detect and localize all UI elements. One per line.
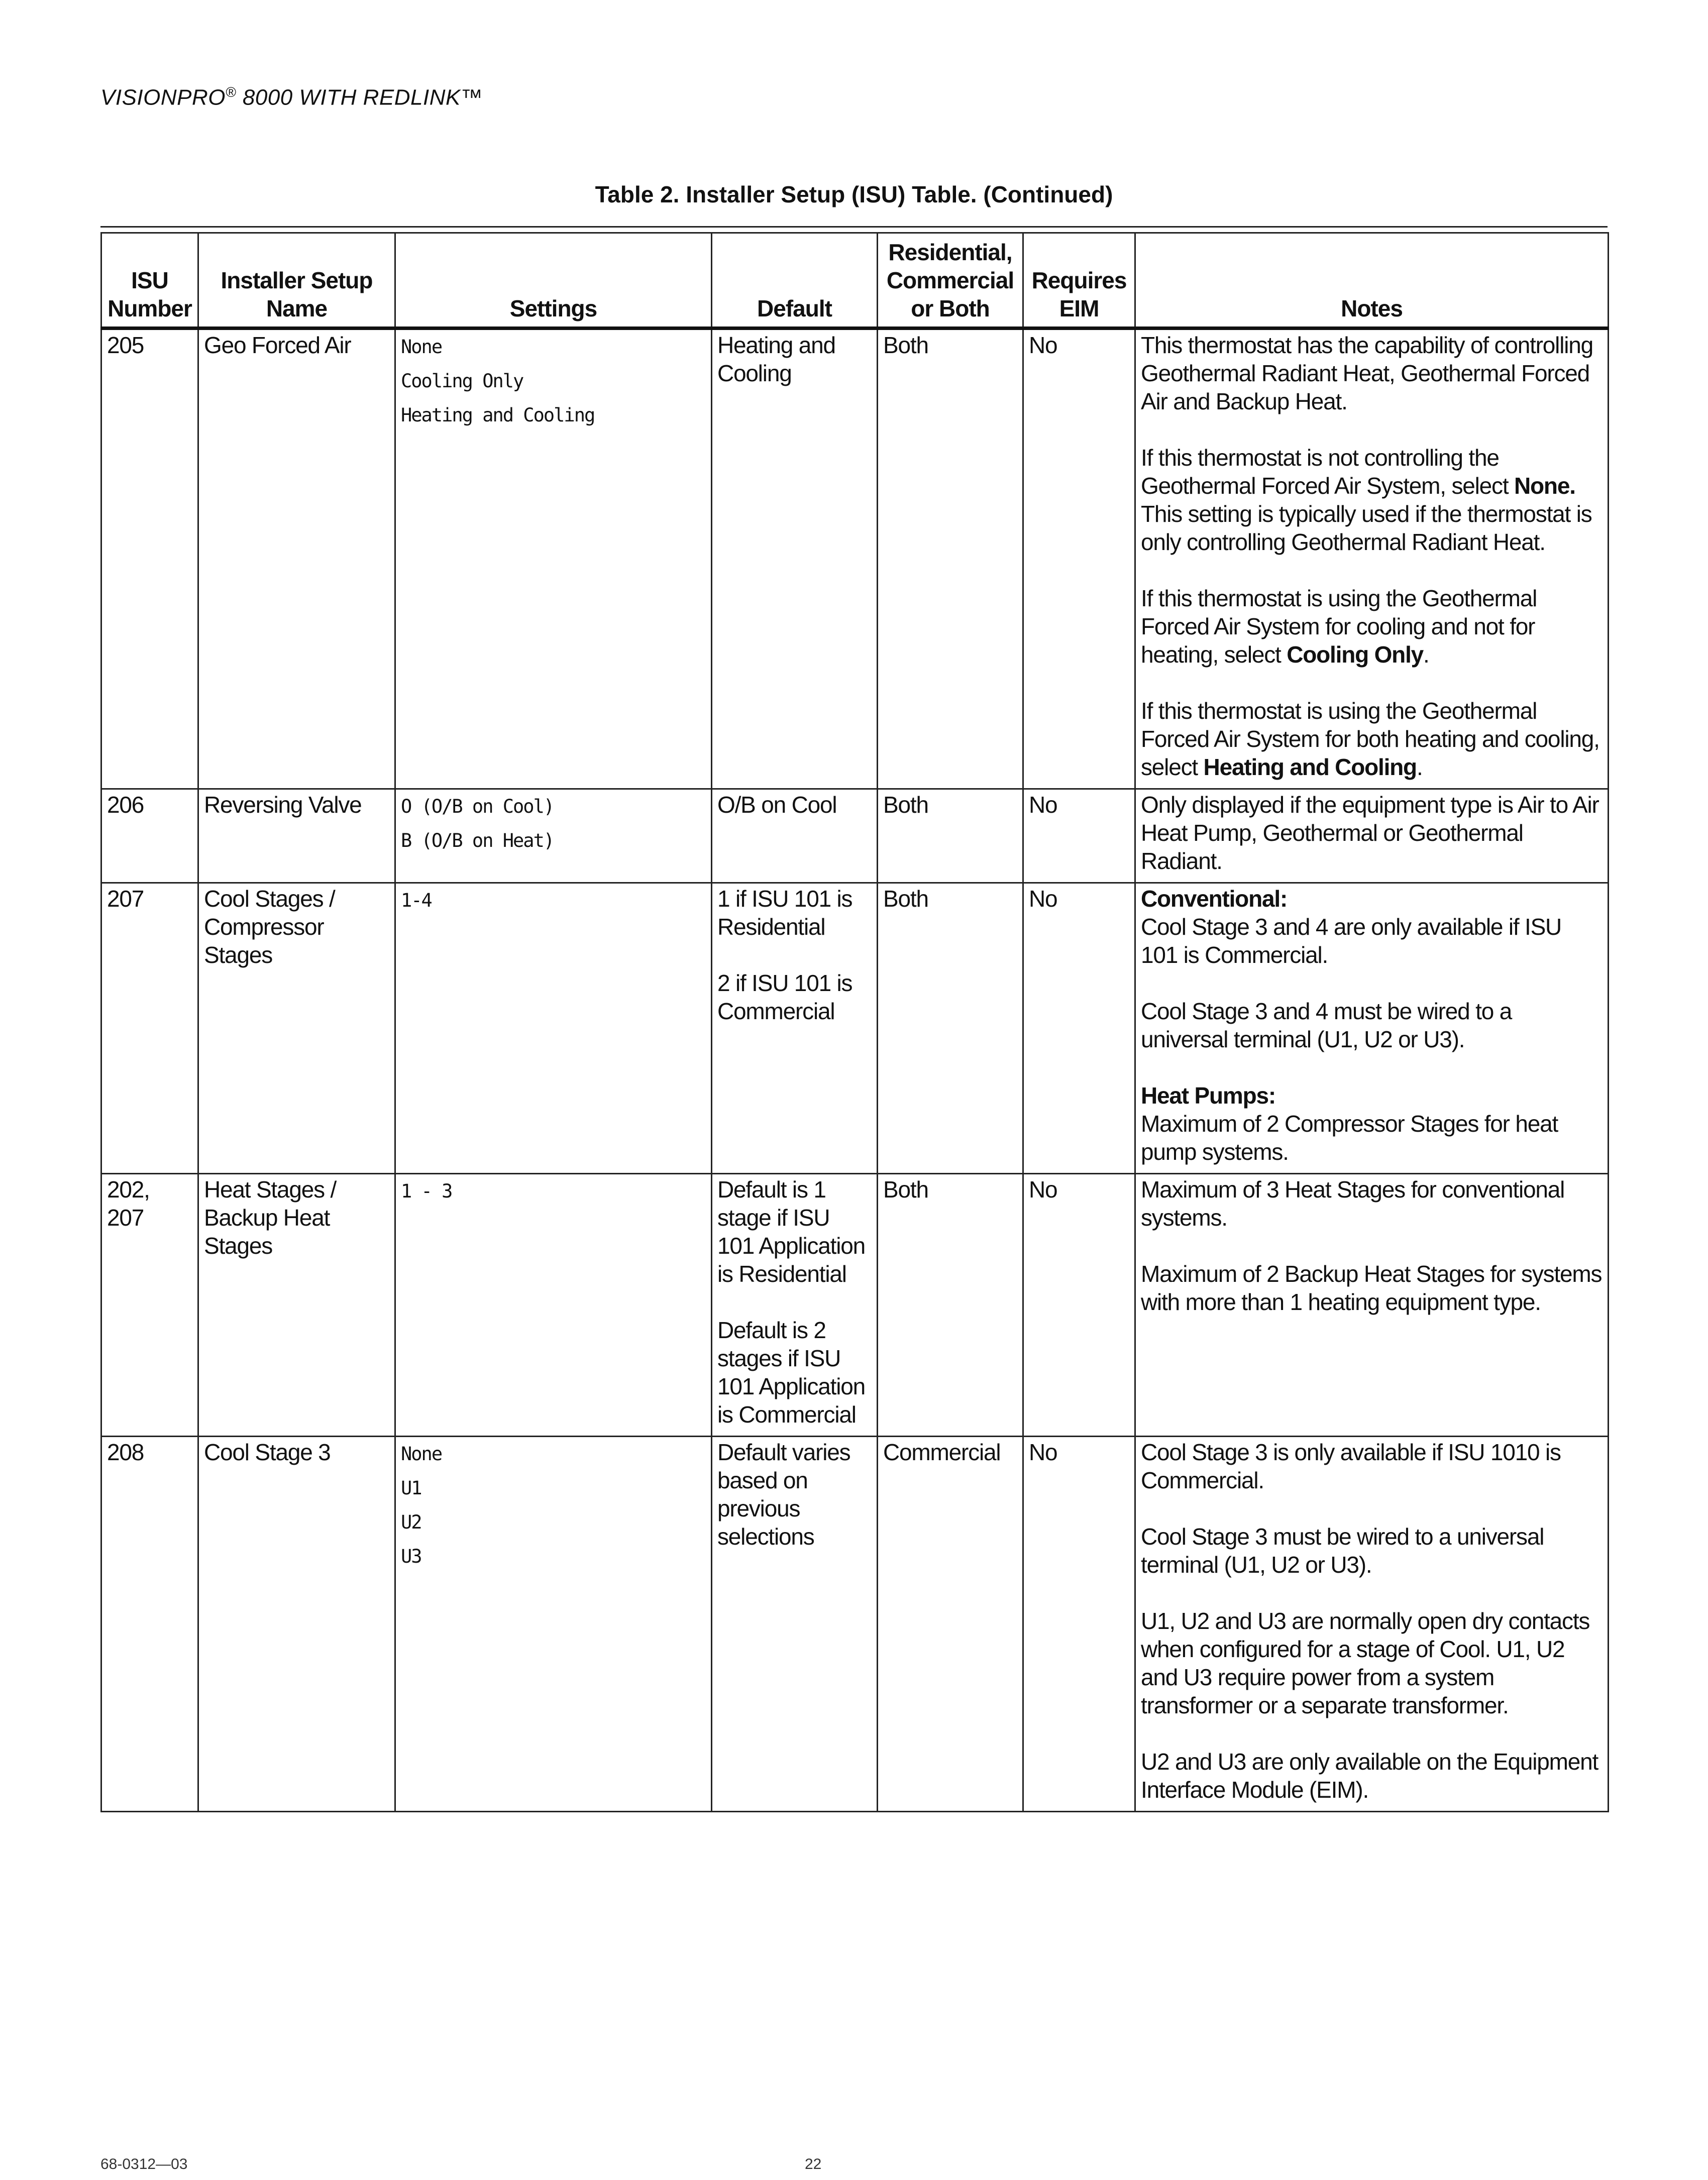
page-number: 22 xyxy=(805,2156,822,2172)
table-row xyxy=(101,789,1609,883)
isu-table xyxy=(100,232,1609,1812)
scope-cell: Both xyxy=(878,789,1023,883)
table-row xyxy=(101,883,1609,1174)
table-top-rule xyxy=(100,226,1608,228)
product-suffix: 8000 WITH REDLINK™ xyxy=(242,85,483,110)
notes-cell: Cool Stage 3 is only available if ISU 1010 is Commercial. Cool Stage 3 must be wired to a universal terminal (U1, U2 or U3). U1, U2 and U3 are normally open dry contacts when configured for a stage of Cool. U1, U2 and U3 require power from a system transformer or a separate transformer. U2 and U3 are only available on the Equipment Interface Module (EIM). xyxy=(1135,1437,1609,1812)
eim-cell: No xyxy=(1023,789,1135,883)
scope-cell: Both xyxy=(878,883,1023,1174)
col-settings: Settings xyxy=(395,233,712,329)
settings-cell: 1-4 xyxy=(395,883,712,1174)
isu-number-cell: 208 xyxy=(101,1437,198,1812)
default-cell: Default varies based on previous selections xyxy=(712,1437,878,1812)
scope-cell: Both xyxy=(878,1174,1023,1437)
isu-number-cell: 206 xyxy=(101,789,198,883)
col-notes: Notes xyxy=(1135,233,1609,329)
isu-number-cell: 205 xyxy=(101,329,198,789)
eim-cell: No xyxy=(1023,1174,1135,1437)
col-isu-number: ISU Number xyxy=(101,233,198,329)
table-row xyxy=(101,1437,1609,1812)
settings-cell: None U1 U2 U3 xyxy=(395,1437,712,1812)
settings-cell: None Cooling Only Heating and Cooling xyxy=(395,329,712,789)
name-cell: Cool Stages / Compressor Stages xyxy=(198,883,395,1174)
col-eim: Requires EIM xyxy=(1023,233,1135,329)
eim-cell: No xyxy=(1023,329,1135,789)
table-row xyxy=(101,329,1609,789)
default-cell: Heating and Cooling xyxy=(712,329,878,789)
col-name: Installer Setup Name xyxy=(198,233,395,329)
table-row xyxy=(101,1174,1609,1437)
scope-cell: Both xyxy=(878,329,1023,789)
scope-cell: Commercial xyxy=(878,1437,1023,1812)
isu-number-cell: 207 xyxy=(101,883,198,1174)
table-header-row xyxy=(101,233,1609,329)
col-scope: Residential, Commercial or Both xyxy=(878,233,1023,329)
eim-cell: No xyxy=(1023,1437,1135,1812)
table-title: Table 2. Installer Setup (ISU) Table. (Continued) xyxy=(595,181,1113,207)
name-cell: Cool Stage 3 xyxy=(198,1437,395,1812)
default-cell: O/B on Cool xyxy=(712,789,878,883)
name-cell: Geo Forced Air xyxy=(198,329,395,789)
notes-cell: Only displayed if the equipment type is Air to Air Heat Pump, Geothermal or Geothermal Radiant. xyxy=(1135,789,1609,883)
default-cell: Default is 1 stage if ISU 101 Application is Residential Default is 2 stages if ISU 101 Application is Commercial xyxy=(712,1174,878,1437)
eim-cell: No xyxy=(1023,883,1135,1174)
running-header xyxy=(100,84,483,111)
document-number: 68-0312—03 xyxy=(100,2156,188,2172)
name-cell: Heat Stages / Backup Heat Stages xyxy=(198,1174,395,1437)
settings-cell: O (O/B on Cool) B (O/B on Heat) xyxy=(395,789,712,883)
registered-mark: ® xyxy=(226,84,237,100)
isu-number-cell: 202, 207 xyxy=(101,1174,198,1437)
product-name: VISIONPRO xyxy=(100,85,226,110)
notes-cell: Maximum of 3 Heat Stages for conventional systems. Maximum of 2 Backup Heat Stages for systems with more than 1 heating equipment type. xyxy=(1135,1174,1609,1437)
col-default: Default xyxy=(712,233,878,329)
default-cell: 1 if ISU 101 is Residential 2 if ISU 101 is Commercial xyxy=(712,883,878,1174)
name-cell: Reversing Valve xyxy=(198,789,395,883)
settings-cell: 1 - 3 xyxy=(395,1174,712,1437)
notes-cell: This thermostat has the capability of controlling Geothermal Radiant Heat, Geothermal Forced Air and Backup Heat. If this thermostat is not controlling the Geothermal Forced Air System, select None. This setting is typically used if the thermostat is only controlling Geothermal Radiant Heat. If this thermostat is using the Geothermal Forced Air System for cooling and not for heating, select Cooling Only. If this thermostat is using the Geothermal Forced Air System for both heating and cooling, select Heating and Cooling. xyxy=(1135,329,1609,789)
notes-cell: Conventional: Cool Stage 3 and 4 are only available if ISU 101 is Commercial. Cool Stage 3 and 4 must be wired to a universal terminal (U1, U2 or U3). Heat Pumps: Maximum of 2 Compressor Stages for heat pump systems. xyxy=(1135,883,1609,1174)
